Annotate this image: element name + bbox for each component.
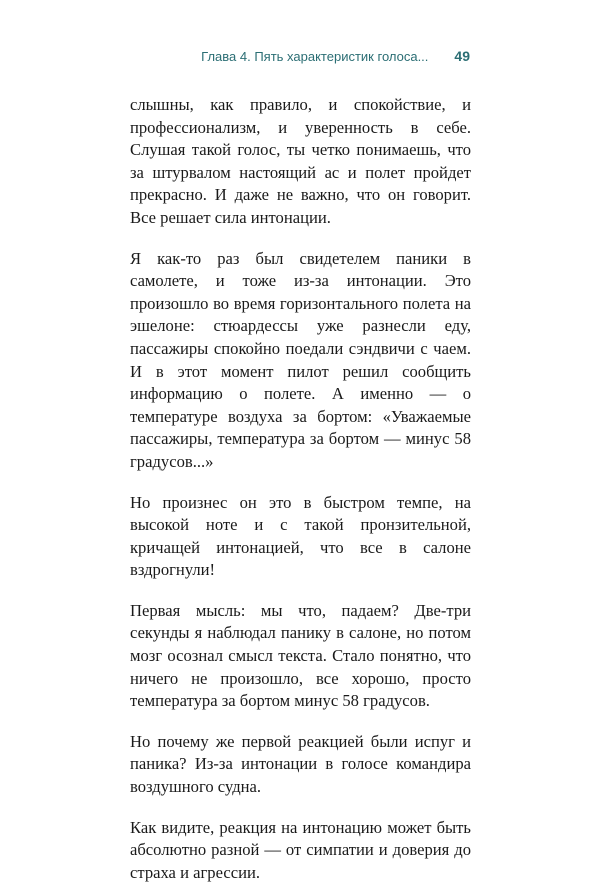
paragraph: Первая мысль: мы что, падаем? Две-три секунды я наблюдал панику в салоне, но потом мозг осознал смысл текста. Стало понятно, что ничего не произошло, все хорошо, просто температура за бортом минус 58 градусов. — [130, 600, 471, 711]
running-header — [130, 48, 470, 68]
paragraph: слышны, как правило, и спокойствие, и профессионализм, и уверенность в себе. Слушая такой голос, ты четко понимаешь, что за штурвалом настоящий ас и полет пройдет прекрасно. И даже не важно, что он говорит. Все решает сила интонации. — [130, 95, 471, 227]
paragraph: Но произнес он это в быстром темпе, на высокой ноте и с такой пронзительной, кричащей интонацией, что все в салоне вздрогнули! — [130, 492, 471, 580]
page-number: 49 — [454, 48, 470, 64]
body-text — [130, 94, 471, 884]
paragraph: Как видите, реакция на интонацию может быть абсолютно разной — от симпатии и доверия до страха и агрессии. — [130, 817, 471, 882]
paragraph: Но почему же первой реакцией были испуг и паника? Из-за интонации в голосе командира воздушного судна. — [130, 731, 471, 797]
paragraph: Я как-то раз был свидетелем паники в самолете, и тоже из-за интонации. Это произошло во время горизонтального полета на эшелоне: стюардессы уже разнесли еду, пассажиры спокойно поедали сэндвичи с чаем. И в этот момент пилот решил сообщить информацию о полете. А именно — о температуре воздуха за бортом: «Уважаемые пассажиры, температура за бортом — минус 58 градусов...» — [130, 248, 471, 471]
running-title: Глава 4. Пять характеристик голоса... — [201, 49, 429, 64]
